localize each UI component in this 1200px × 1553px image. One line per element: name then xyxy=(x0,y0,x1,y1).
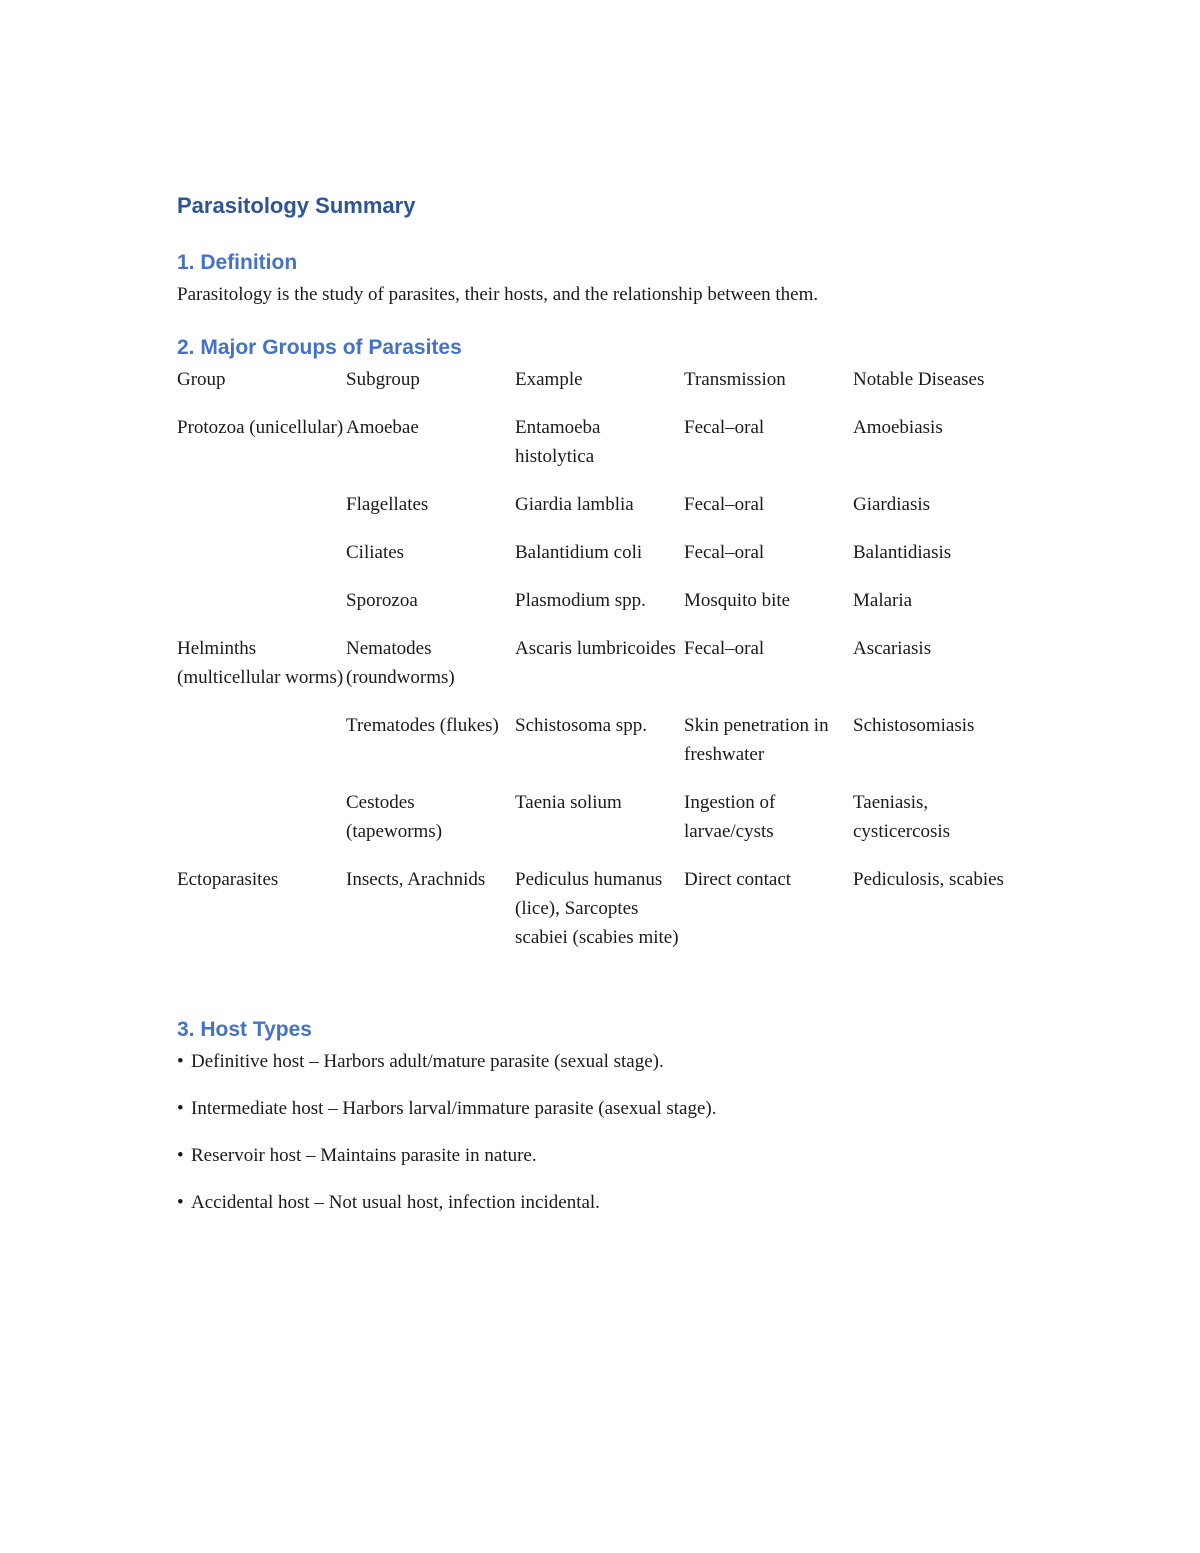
table-cell: Schistosoma spp. xyxy=(515,715,647,736)
table-cell: Insects, Arachnids xyxy=(346,869,486,890)
column-header: Subgroup xyxy=(346,369,420,390)
table-row xyxy=(177,413,1025,490)
table-cell: Fecal–oral xyxy=(684,638,765,659)
document-title: Parasitology Summary xyxy=(177,193,416,218)
table-cell: Amoebae xyxy=(346,417,419,438)
table-cell: Taenia solium xyxy=(515,792,622,813)
table-header-row xyxy=(177,365,1025,413)
table-cell: Helminths (multicellular worms) xyxy=(177,638,344,688)
list-item-text: Accidental host – Not usual host, infection incidental. xyxy=(191,1192,600,1213)
table-cell: Cestodes (tapeworms) xyxy=(346,792,443,842)
column-header: Group xyxy=(177,369,226,390)
table-row xyxy=(177,788,1025,865)
table-cell: Pediculus humanus (lice), Sarcoptes scabiei (scabies mite) xyxy=(515,869,679,948)
table-row xyxy=(177,490,1025,538)
table-cell: Schistosomiasis xyxy=(853,715,975,736)
table-cell: Flagellates xyxy=(346,494,429,515)
list-item xyxy=(177,1094,1057,1123)
definition-heading: 1. Definition xyxy=(177,251,298,274)
table-cell: Fecal–oral xyxy=(684,417,765,438)
list-item-text: Intermediate host – Harbors larval/immature parasite (asexual stage). xyxy=(191,1098,717,1119)
table-cell: Nematodes (roundworms) xyxy=(346,638,455,688)
bullet-icon: • xyxy=(177,1145,184,1166)
document-body xyxy=(177,188,1057,1235)
table-cell: Fecal–oral xyxy=(684,542,765,563)
table-cell: Ingestion of larvae/cysts xyxy=(684,792,776,842)
table-cell: Direct contact xyxy=(684,869,792,890)
list-item xyxy=(177,1188,1057,1217)
table-cell: Pediculosis, scabies xyxy=(853,869,1004,890)
table-cell: Ciliates xyxy=(346,542,405,563)
table-cell: Trematodes (flukes) xyxy=(346,715,499,736)
host-types-heading: 3. Host Types xyxy=(177,1018,312,1041)
table-cell xyxy=(177,711,346,788)
table-row xyxy=(177,586,1025,634)
table-cell: Entamoeba histolytica xyxy=(515,417,601,467)
groups-heading: 2. Major Groups of Parasites xyxy=(177,336,462,359)
table-row xyxy=(177,538,1025,586)
column-header: Notable Diseases xyxy=(853,369,985,390)
definition-text: Parasitology is the study of parasites, their hosts, and the relationship between them. xyxy=(177,284,819,305)
table-cell: Plasmodium spp. xyxy=(515,590,646,611)
table-cell: Taeniasis, cysticercosis xyxy=(853,792,951,842)
parasite-groups-table xyxy=(177,365,1025,971)
list-item-text: Reservoir host – Maintains parasite in nature. xyxy=(191,1145,537,1166)
table-cell: Ascaris lumbricoides xyxy=(515,638,676,659)
host-types-list xyxy=(177,1047,1057,1217)
table-cell xyxy=(177,538,346,586)
table-cell: Balantidiasis xyxy=(853,542,952,563)
table-cell: Malaria xyxy=(853,590,913,611)
table-cell: Giardiasis xyxy=(853,494,931,515)
table-cell: Sporozoa xyxy=(346,590,418,611)
table-cell: Giardia lamblia xyxy=(515,494,634,515)
table-row xyxy=(177,865,1025,971)
table-cell: Ectoparasites xyxy=(177,869,279,890)
table-cell: Skin penetration in freshwater xyxy=(684,715,829,765)
bullet-icon: • xyxy=(177,1098,184,1119)
table-cell xyxy=(177,788,346,865)
bullet-icon: • xyxy=(177,1192,184,1213)
bullet-icon: • xyxy=(177,1051,184,1072)
table-row xyxy=(177,634,1025,711)
table-cell: Mosquito bite xyxy=(684,590,791,611)
column-header: Transmission xyxy=(684,369,786,390)
table-cell xyxy=(177,586,346,634)
table-cell: Amoebiasis xyxy=(853,417,943,438)
column-header: Example xyxy=(515,369,583,390)
table-cell xyxy=(177,490,346,538)
table-row xyxy=(177,711,1025,788)
list-item-text: Definitive host – Harbors adult/mature parasite (sexual stage). xyxy=(191,1051,664,1072)
list-item xyxy=(177,1047,1057,1076)
table-cell: Balantidium coli xyxy=(515,542,643,563)
table-cell: Ascariasis xyxy=(853,638,932,659)
table-cell: Fecal–oral xyxy=(684,494,765,515)
list-item xyxy=(177,1141,1057,1170)
table-cell: Protozoa (unicellular) xyxy=(177,417,344,438)
